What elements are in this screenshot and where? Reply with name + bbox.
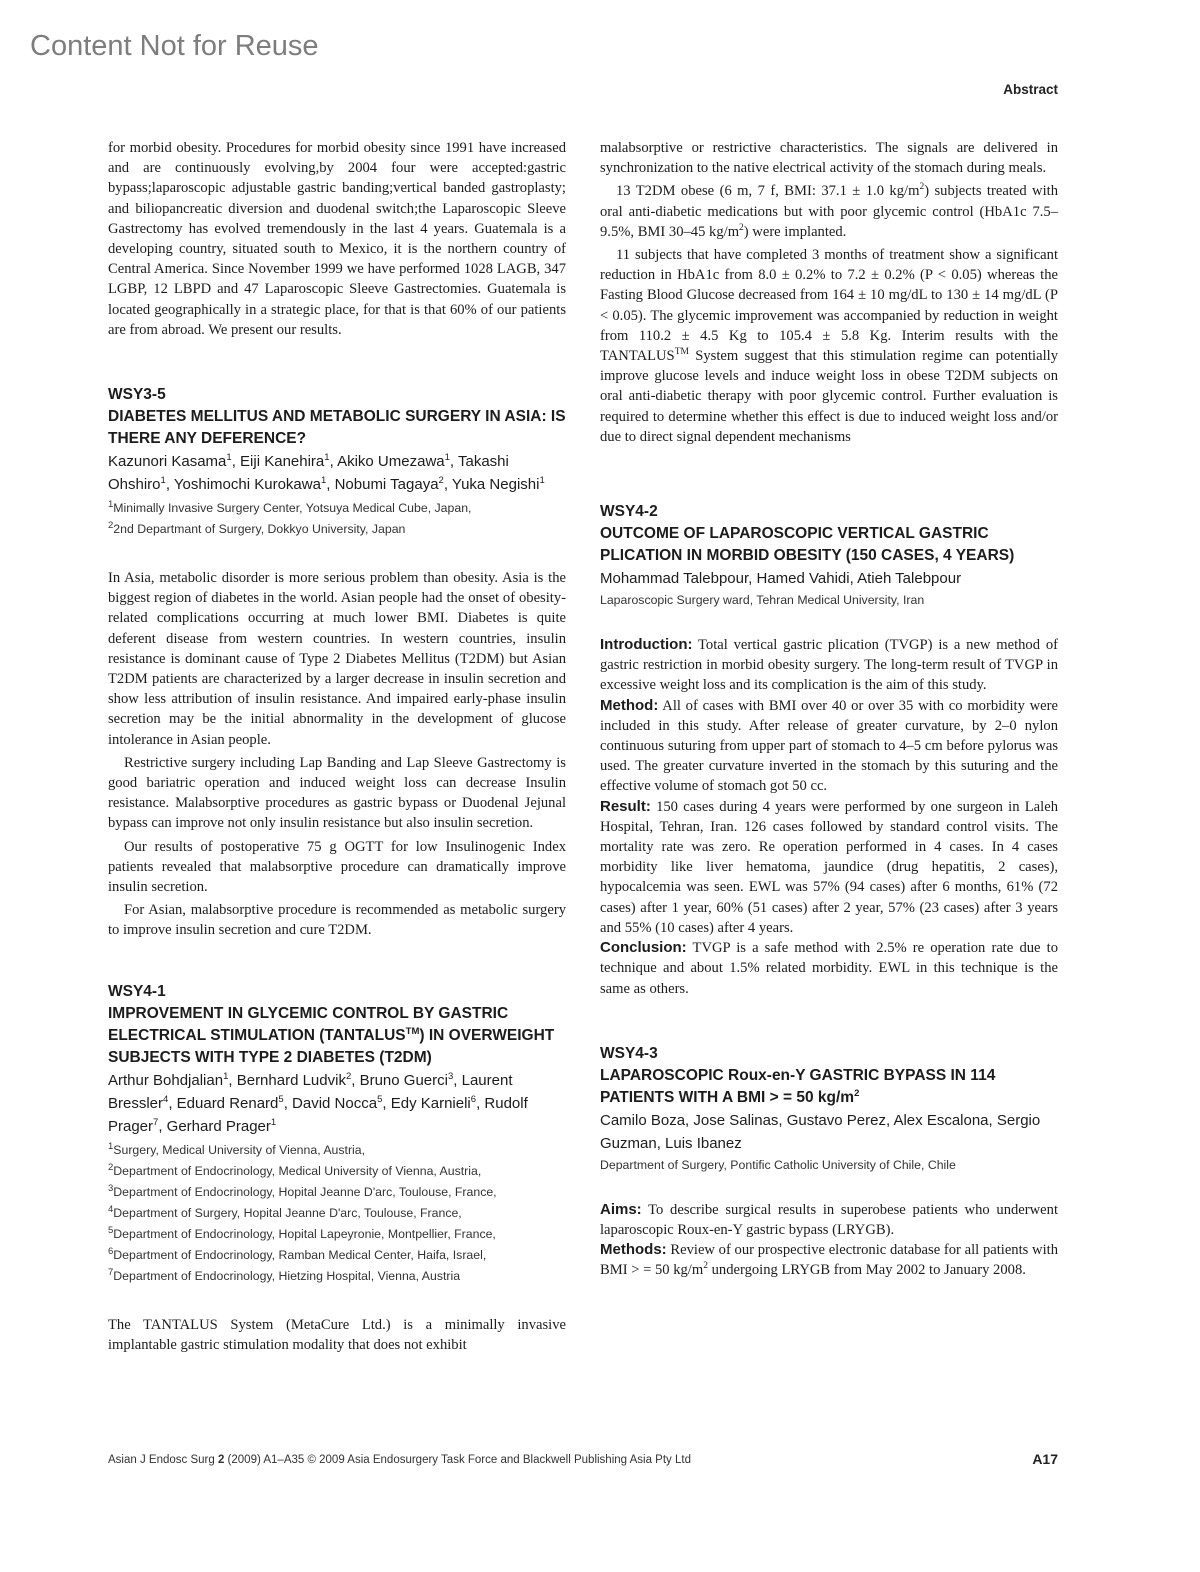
author-name: Laurent Bressler (108, 1071, 513, 1112)
aims-label: Aims: (600, 1200, 642, 1218)
author-name: Bruno Guerci (359, 1071, 448, 1089)
author-name: Nobumi Tagaya (334, 476, 439, 494)
affiliation-text: Department of Endocrinology, Hietzing Hospital, Vienna, Austria (113, 1268, 461, 1283)
text-run: TVGP is a safe method with 2.5% re operation rate due to technique and about 1.5% related morbidity. EWL in this technique is the same as others. (600, 940, 1058, 997)
abstract-title (108, 1003, 566, 1069)
affiliation-marker: 1 (226, 452, 232, 464)
author-separator: , (283, 1094, 293, 1112)
affiliation-marker: 1 (108, 498, 114, 510)
volume-number: 2 (217, 1454, 225, 1466)
affiliation-text: Department of Surgery, Hopital Jeanne D'arc, Toulouse, France, (113, 1205, 462, 1220)
method-paragraph (600, 696, 1058, 797)
affiliation-text: Department of Endocrinology, Ramban Medical Center, Haifa, Israel, (113, 1247, 487, 1262)
author-separator: , (382, 1094, 391, 1112)
author-name: Kazunori Kasama (108, 453, 227, 471)
superscript: 2 (703, 1261, 708, 1272)
conclusion-paragraph (600, 938, 1058, 999)
introduction-label: Introduction: (600, 636, 693, 654)
affiliation-marker: 1 (324, 452, 330, 464)
abstract-wsy3-5 (108, 384, 566, 941)
affiliation-text: 2nd Departmant of Surgery, Dokkyo University, Japan (113, 522, 406, 537)
affiliation-list (108, 1140, 566, 1287)
method-label: Method: (600, 696, 659, 714)
affiliation-marker: 6 (470, 1093, 477, 1105)
author-separator: , (351, 1071, 360, 1089)
abstract-paragraph: Restrictive surgery including Lap Banding and Lap Sleeve Gastrectomy is good bariatric operation and induced weight loss can decrease Insulin resistance. Malabsorptive procedures as gastric bypass or Duodenal Jejunal bypass can improve not only insulin resistance but also insulin secretion. (108, 754, 566, 832)
text-run: 11 subjects that have completed 3 months of treatment show a significant reduction in HbA1c from 8.0 ± 0.2% to 7.2 ± 0.2% (P < 0.05) whereas the Fasting Blood Glucose decreased from 164 ± 10 mg/dL to 130 ± 14 mg/dL (P < 0.05). The glycemic improvement was accompanied by reduction in weight from 110.2 ± 4.5 Kg to 105.4 ± 5.8 Kg. Interim results with the TANTALUS (600, 247, 1058, 365)
affiliation-marker: 1 (270, 1116, 277, 1128)
author-name: Bernhard Ludvik (236, 1071, 346, 1089)
affiliation-marker: 4 (163, 1093, 169, 1105)
abstract-paragraph (600, 181, 1058, 242)
affiliation (108, 1266, 566, 1287)
affiliation-marker: 1 (539, 475, 545, 487)
affiliation-list (108, 498, 566, 540)
author-separator: , (329, 453, 338, 471)
author-name: Akiko Umezawa (337, 453, 445, 471)
affiliation-text: Surgery, Medical University of Vienna, Austria, (113, 1142, 366, 1157)
affiliation-marker: 2 (438, 475, 444, 487)
abstract-wsy4-2 (600, 501, 1058, 999)
affiliation-marker: 1 (108, 1140, 114, 1152)
author-separator: , (449, 453, 458, 471)
abstract-paragraph (600, 245, 1058, 447)
result-paragraph (600, 797, 1058, 938)
text-run: Review of our prospective electronic database for all patients with BMI > = 50 kg/m (600, 1242, 1058, 1279)
abstract-code: WSY4-2 (600, 503, 658, 521)
text-run: All of cases with BMI over 40 or over 35 with co morbidity were included in this study. After release of greater curvature, by 2–0 nylon continuous suturing from upper part of stomach to 4–5 cm before pylorus was used. The greater curvature inverted in the stomach by this suturing and the effective volume of stomach got 50 cc. (600, 697, 1058, 795)
section-label: Abstract (1003, 82, 1058, 97)
author-list: Mohammad Talebpour, Hamed Vahidi, Atieh Talebpour (600, 570, 962, 588)
abstract-code: WSY4-3 (600, 1044, 658, 1062)
abstract-title (600, 1065, 1058, 1109)
abstract-title: DIABETES MELLITUS AND METABOLIC SURGERY IN ASIA: IS THERE ANY DEFERENCE? (108, 408, 566, 448)
title-part: IMPROVEMENT IN GLYCEMIC CONTROL BY GASTRIC ELECTRICAL STIMULATION (TANTALUS (108, 1004, 509, 1044)
right-column (600, 138, 1058, 1281)
author-separator: , (326, 476, 335, 494)
author-name: Eduard Renard (176, 1094, 279, 1112)
abstract-code: WSY3-5 (108, 386, 166, 404)
abstract-code: WSY4-1 (108, 982, 166, 1000)
affiliation-marker: 7 (108, 1266, 114, 1278)
title-part: LAPAROSCOPIC Roux-en-Y GASTRIC BYPASS IN 114 PATIENTS WITH A BMI > = 50 kg/m (600, 1066, 996, 1106)
affiliation (108, 1224, 566, 1245)
affiliation-text: Minimally Invasive Surgery Center, Yotsuya Medical Cube, Japan, (113, 501, 472, 516)
text-run: ) subjects treated with oral anti-diabetic medications but with poor glycemic control (HbA1c 7.5–9.5%, BMI 30–45 kg/m (600, 183, 1059, 240)
text-run: (2009) A1–A35 © 2009 Asia Endosurgery Task Force and Blackwell Publishing Asia Pty Ltd (224, 1454, 691, 1466)
text-run: To describe surgical results in superobese patients who underwent laparoscopic Roux-en-Y gastric bypass (LRYGB). (600, 1201, 1058, 1238)
methods-label: Methods: (600, 1241, 667, 1259)
superscript: 2 (919, 182, 925, 193)
affiliation-marker: 2 (345, 1070, 352, 1082)
abstract-paragraph: For Asian, malabsorptive procedure is recommended as metabolic surgery to improve insulin secretion and cure T2DM. (108, 902, 566, 939)
affiliation-marker: 1 (223, 1070, 229, 1082)
result-label: Result: (600, 797, 651, 815)
affiliation-marker: 6 (108, 1245, 114, 1257)
methods-paragraph (600, 1240, 1058, 1280)
affiliation (108, 1140, 566, 1161)
author-separator: , (168, 1094, 177, 1112)
text-run: 150 cases during 4 years were performed by one surgeon in Laleh Hospital, Tehran, Iran. 126 cases followed by standard control visits. The mortality rate was zero. Re operation performed in 4 cases. In 4 cases morbidity like liver hematoma, jaundice (drug hepatitis, 2 cases), hypocalcemia was seen. EWL was 57% (94 cases) after 6 months, 61% (72 cases) after 1 year, 60% (51 cases) after 2 year, 57% (23 cases) after 3 years and 55% (10 cases) after 4 years. (600, 798, 1058, 936)
affiliation (108, 1182, 566, 1203)
author-separator: , (165, 476, 174, 494)
text-run: ) were implanted. (743, 223, 847, 240)
abstract-paragraph: The TANTALUS System (MetaCure Ltd.) is a minimally invasive implantable gastric stimulation modality that does not exhibit (108, 1316, 566, 1353)
affiliation-text: Department of Endocrinology, Hopital Jeanne D'arc, Toulouse, France, (113, 1184, 497, 1199)
affiliation-text: Department of Endocrinology, Medical University of Vienna, Austria, (113, 1163, 482, 1178)
text-run: System suggest that this stimulation regime can potentially improve glucose levels and induce weight loss in obese T2DM subjects on oral anti-diabetic therapy with poor glycemic control. Further evaluation is required to determine whether this effect is due to induced weight loss and/or due to direct signal dependent mechanisms (600, 348, 1058, 445)
author-name: Gerhard Prager (166, 1117, 271, 1135)
title-part: ) IN OVERWEIGHT SUBJECTS WITH TYPE 2 DIABETES (T2DM) (108, 1026, 555, 1066)
affiliation-marker: 2 (108, 1161, 114, 1173)
text-run: Asian J Endosc Surg (108, 1454, 218, 1466)
superscript: 2 (854, 1087, 860, 1099)
author-list (108, 1069, 566, 1138)
affiliation (108, 1245, 566, 1266)
superscript: 2 (739, 222, 744, 233)
affiliation-marker: 4 (108, 1203, 114, 1215)
author-separator: , (228, 1071, 237, 1089)
affiliation (108, 498, 566, 519)
affiliation-marker: 5 (377, 1093, 383, 1105)
affiliation-marker: 3 (447, 1070, 454, 1082)
author-name: Yoshimochi Kurokawa (173, 476, 321, 494)
trademark-sup: TM (405, 1025, 420, 1037)
author-separator: , (231, 453, 241, 471)
text-run: undergoing LRYGB from May 2002 to January 2008. (707, 1262, 1026, 1279)
affiliation (108, 1203, 566, 1224)
journal-citation (108, 1454, 691, 1466)
abstract-title: OUTCOME OF LAPAROSCOPIC VERTICAL GASTRIC PLICATION IN MORBID OBESITY (150 CASES, 4 YEARS) (600, 525, 1015, 565)
abstract-paragraph: malabsorptive or restrictive characteristics. The signals are delivered in synchronization to the native electrical activity of the stomach during meals. (600, 140, 1058, 177)
author-name: David Nocca (292, 1094, 378, 1112)
author-separator: , (158, 1117, 167, 1135)
introduction-paragraph (600, 635, 1058, 696)
aims-paragraph (600, 1200, 1058, 1240)
abstract-wsy4-1 (108, 981, 566, 1355)
watermark: Content Not for Reuse (30, 30, 319, 62)
author-separator: , (443, 476, 452, 494)
trademark-sup: TM (674, 347, 689, 358)
abstract-wsy4-3 (600, 1043, 1058, 1281)
affiliation-marker: 5 (278, 1093, 284, 1105)
author-name: Yuka Negishi (451, 476, 540, 494)
affiliation (108, 519, 566, 540)
abstract-paragraph: In Asia, metabolic disorder is more serious problem than obesity. Asia is the biggest region of diabetes in the world. Asian people had the onset of obesity-related complications occurring at much lower BMI. Diabetes is quite deferent disease from western countries. In western countries, insulin resistance is dominant cause of Type 2 Diabetes Mellitus (T2DM) but Asian T2DM patients are characterized by a larger decrease in insulin secretion and show less attribution of insulin resistance. And impaired early-phase insulin secretion may be the initial abnormality in the development of glucose intolerance in Asian people. (108, 570, 566, 748)
affiliation-marker: 3 (108, 1182, 114, 1194)
text-run: Total vertical gastric plication (TVGP) is a new method of gastric restriction in morbid obesity surgery. The long-term result of TVGP in excessive weight loss and its complication is the aim of this study. (600, 637, 1058, 694)
page-number: A17 (1032, 1451, 1058, 1467)
author-name: Arthur Bohdjalian (108, 1071, 224, 1089)
affiliation-marker: 1 (160, 475, 166, 487)
text-run: 13 T2DM obese (6 m, 7 f, BMI: 37.1 ± 1.0 kg/m (616, 183, 920, 200)
affiliation: Department of Surgery, Pontific Catholic University of Chile, Chile (600, 1157, 956, 1172)
abstract-paragraph: Our results of postoperative 75 g OGTT for low Insulinogenic Index patients revealed that malabsorptive procedure can dramatically improve insulin secretion. (108, 838, 566, 896)
affiliation-marker: 5 (108, 1224, 114, 1236)
author-name: Eiji Kanehira (240, 453, 325, 471)
left-column (108, 138, 566, 1355)
continued-abstract-paragraph: for morbid obesity. Procedures for morbid obesity since 1991 have increased and are continuously evolving,by 2004 four were accepted:gastric bypass;laparoscopic adjustable gastric banding;vertical banded gastroplasty; and biliopancreatic diversion and duodenal switch;the Laparoscopic Sleeve Gastrectomy has evolved tremendously in the last 4 years. Guatemala is a developing country, situated south to Mexico, it is the northern country of Central America. Since November 1999 we have performed 1028 LAGB, 347 LGBP, 12 LBPD and 47 Laparoscopic Sleeve Gastrectomies. Guatemala is located geographically in a strategic place, for that is that 60% of our patients are from abroad. We present our results. (108, 140, 566, 338)
affiliation-marker: 7 (153, 1116, 159, 1128)
affiliation-marker: 1 (444, 452, 450, 464)
affiliation-marker: 1 (320, 475, 327, 487)
author-name: Takashi Ohshiro (108, 453, 509, 494)
affiliation-marker: 2 (108, 519, 114, 531)
author-name: Rudolf Prager (108, 1094, 528, 1135)
affiliation: Laparoscopic Surgery ward, Tehran Medical University, Iran (600, 593, 925, 608)
author-list (108, 450, 566, 496)
conclusion-label: Conclusion: (600, 939, 687, 957)
author-list: Camilo Boza, Jose Salinas, Gustavo Perez, Alex Escalona, Sergio Guzman, Luis Ibanez (600, 1111, 1041, 1152)
author-separator: , (476, 1094, 485, 1112)
affiliation (108, 1161, 566, 1182)
author-separator: , (453, 1071, 462, 1089)
affiliation-text: Department of Endocrinology, Hopital Lapeyronie, Montpellier, France, (113, 1226, 496, 1241)
author-name: Edy Karnieli (390, 1094, 471, 1112)
